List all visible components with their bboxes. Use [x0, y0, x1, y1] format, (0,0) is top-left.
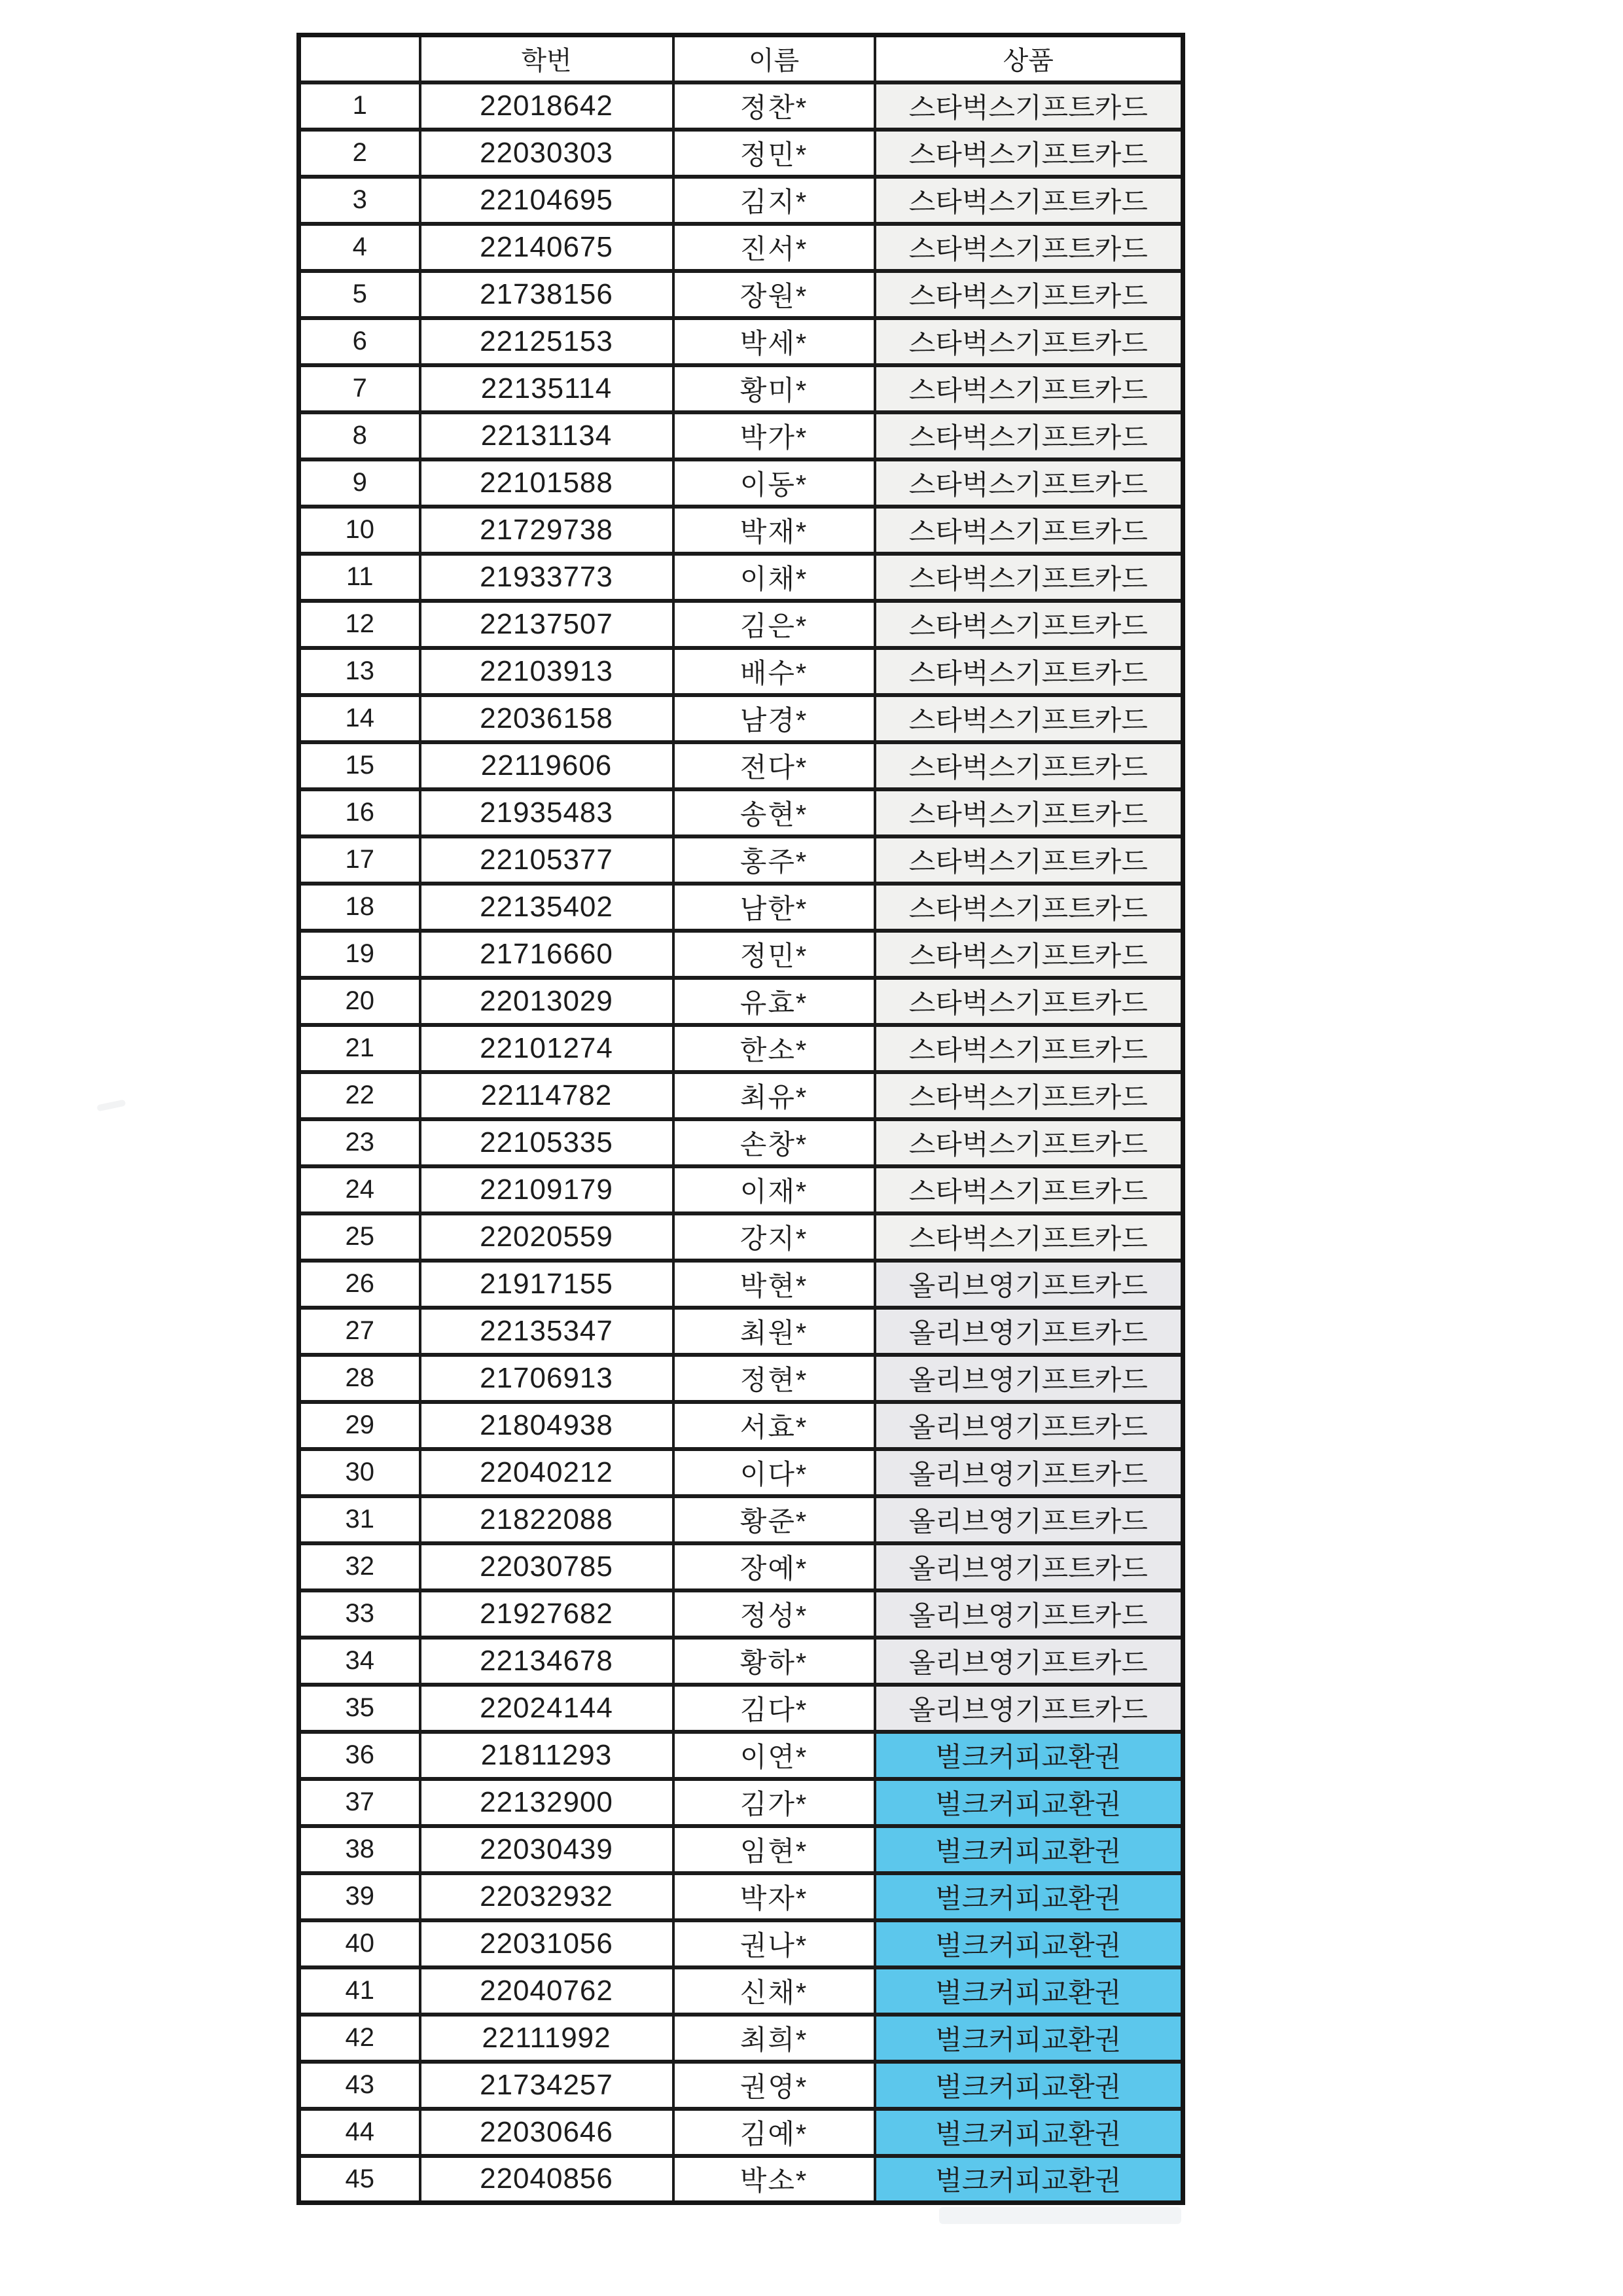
winners-table-body: [299, 82, 1183, 2203]
prize-cell: 스타벅스기프트카드: [875, 554, 1183, 601]
row-number-cell: 45: [299, 2156, 420, 2203]
table-row: [299, 1826, 1183, 1873]
prize-cell: 스타벅스기프트카드: [875, 1119, 1183, 1166]
row-number-cell: 36: [299, 1732, 420, 1779]
row-number-cell: 18: [299, 884, 420, 931]
name-cell: 남경*: [673, 695, 875, 742]
student-id-cell: 22101588: [420, 459, 673, 507]
table-row: [299, 1685, 1183, 1732]
row-number-cell: 38: [299, 1826, 420, 1873]
table-row: [299, 1025, 1183, 1072]
row-number-cell: 29: [299, 1402, 420, 1449]
prize-cell: 스타벅스기프트카드: [875, 365, 1183, 412]
table-row: [299, 1779, 1183, 1826]
student-id-cell: 22020559: [420, 1213, 673, 1261]
name-cell: 서효*: [673, 1402, 875, 1449]
name-cell: 장예*: [673, 1543, 875, 1590]
name-cell: 김은*: [673, 601, 875, 648]
name-cell: 이재*: [673, 1166, 875, 1213]
name-cell: 김가*: [673, 1779, 875, 1826]
name-cell: 송현*: [673, 789, 875, 836]
name-cell: 홍주*: [673, 836, 875, 884]
table-row: [299, 1166, 1183, 1213]
table-row: [299, 1590, 1183, 1638]
table-row: [299, 224, 1183, 271]
row-number-cell: 27: [299, 1308, 420, 1355]
table-row: [299, 884, 1183, 931]
table-row: [299, 1920, 1183, 1967]
row-number-cell: 9: [299, 459, 420, 507]
table-row: [299, 2156, 1183, 2203]
student-id-cell: 22101274: [420, 1025, 673, 1072]
table-row: [299, 2015, 1183, 2062]
table-row: [299, 789, 1183, 836]
prize-cell: 스타벅스기프트카드: [875, 130, 1183, 177]
name-cell: 전다*: [673, 742, 875, 789]
name-cell: 황미*: [673, 365, 875, 412]
student-id-cell: 22105335: [420, 1119, 673, 1166]
prize-cell: 올리브영기프트카드: [875, 1543, 1183, 1590]
row-number-cell: 5: [299, 271, 420, 318]
name-cell: 진서*: [673, 224, 875, 271]
table-row: [299, 648, 1183, 695]
table-row: [299, 1072, 1183, 1119]
prize-cell: 스타벅스기프트카드: [875, 836, 1183, 884]
table-row: [299, 554, 1183, 601]
table-row: [299, 2062, 1183, 2109]
prize-cell: 스타벅스기프트카드: [875, 978, 1183, 1025]
name-cell: 임현*: [673, 1826, 875, 1873]
prize-cell: 올리브영기프트카드: [875, 1308, 1183, 1355]
prize-cell: 스타벅스기프트카드: [875, 742, 1183, 789]
prize-cell: 올리브영기프트카드: [875, 1449, 1183, 1496]
table-row: [299, 82, 1183, 130]
header-prize: 상품: [875, 35, 1183, 82]
row-number-cell: 31: [299, 1496, 420, 1543]
name-cell: 박재*: [673, 507, 875, 554]
prize-cell: 올리브영기프트카드: [875, 1355, 1183, 1402]
name-cell: 이동*: [673, 459, 875, 507]
row-number-cell: 21: [299, 1025, 420, 1072]
student-id-cell: 22111992: [420, 2015, 673, 2062]
table-row: [299, 1496, 1183, 1543]
table-row: [299, 412, 1183, 459]
name-cell: 한소*: [673, 1025, 875, 1072]
prize-cell: 스타벅스기프트카드: [875, 601, 1183, 648]
name-cell: 최유*: [673, 1072, 875, 1119]
row-number-cell: 23: [299, 1119, 420, 1166]
row-number-cell: 12: [299, 601, 420, 648]
student-id-cell: 22030785: [420, 1543, 673, 1590]
name-cell: 손창*: [673, 1119, 875, 1166]
student-id-cell: 22024144: [420, 1685, 673, 1732]
student-id-cell: 22135114: [420, 365, 673, 412]
table-row: [299, 130, 1183, 177]
name-cell: 황준*: [673, 1496, 875, 1543]
name-cell: 남한*: [673, 884, 875, 931]
prize-cell: 스타벅스기프트카드: [875, 224, 1183, 271]
row-number-cell: 42: [299, 2015, 420, 2062]
student-id-cell: 21706913: [420, 1355, 673, 1402]
prize-cell: 벌크커피교환권: [875, 1826, 1183, 1873]
row-number-cell: 39: [299, 1873, 420, 1920]
header-student-id: 학번: [420, 35, 673, 82]
student-id-cell: 22125153: [420, 318, 673, 365]
prize-cell: 벌크커피교환권: [875, 2062, 1183, 2109]
prize-cell: 스타벅스기프트카드: [875, 695, 1183, 742]
prize-cell: 올리브영기프트카드: [875, 1638, 1183, 1685]
row-number-cell: 25: [299, 1213, 420, 1261]
row-number-cell: 30: [299, 1449, 420, 1496]
prize-cell: 벌크커피교환권: [875, 2015, 1183, 2062]
prize-cell: 스타벅스기프트카드: [875, 648, 1183, 695]
row-number-cell: 32: [299, 1543, 420, 1590]
scan-smudge: [939, 2207, 1181, 2224]
name-cell: 황하*: [673, 1638, 875, 1685]
table-row: [299, 1355, 1183, 1402]
prize-cell: 스타벅스기프트카드: [875, 318, 1183, 365]
student-id-cell: 22105377: [420, 836, 673, 884]
name-cell: 박현*: [673, 1261, 875, 1308]
prize-cell: 스타벅스기프트카드: [875, 789, 1183, 836]
row-number-cell: 16: [299, 789, 420, 836]
student-id-cell: 22114782: [420, 1072, 673, 1119]
student-id-cell: 22135347: [420, 1308, 673, 1355]
row-number-cell: 10: [299, 507, 420, 554]
prize-cell: 스타벅스기프트카드: [875, 271, 1183, 318]
prize-cell: 스타벅스기프트카드: [875, 82, 1183, 130]
student-id-cell: 22109179: [420, 1166, 673, 1213]
row-number-cell: 40: [299, 1920, 420, 1967]
table-row: [299, 695, 1183, 742]
table-row: [299, 1261, 1183, 1308]
student-id-cell: 22040762: [420, 1967, 673, 2015]
name-cell: 최희*: [673, 2015, 875, 2062]
name-cell: 신채*: [673, 1967, 875, 2015]
name-cell: 박자*: [673, 1873, 875, 1920]
name-cell: 권나*: [673, 1920, 875, 1967]
student-id-cell: 22013029: [420, 978, 673, 1025]
student-id-cell: 21729738: [420, 507, 673, 554]
student-id-cell: 22032932: [420, 1873, 673, 1920]
name-cell: 장원*: [673, 271, 875, 318]
prize-cell: 스타벅스기프트카드: [875, 884, 1183, 931]
prize-cell: 스타벅스기프트카드: [875, 1072, 1183, 1119]
name-cell: 권영*: [673, 2062, 875, 2109]
prize-cell: 스타벅스기프트카드: [875, 507, 1183, 554]
student-id-cell: 21917155: [420, 1261, 673, 1308]
table-row: [299, 365, 1183, 412]
name-cell: 박가*: [673, 412, 875, 459]
row-number-cell: 37: [299, 1779, 420, 1826]
name-cell: 김지*: [673, 177, 875, 224]
row-number-cell: 4: [299, 224, 420, 271]
name-cell: 최원*: [673, 1308, 875, 1355]
student-id-cell: 21933773: [420, 554, 673, 601]
table-row: [299, 1308, 1183, 1355]
name-cell: 이연*: [673, 1732, 875, 1779]
prize-cell: 벌크커피교환권: [875, 1920, 1183, 1967]
student-id-cell: 22132900: [420, 1779, 673, 1826]
prize-cell: 벌크커피교환권: [875, 2156, 1183, 2203]
row-number-cell: 7: [299, 365, 420, 412]
table-row: [299, 507, 1183, 554]
name-cell: 이다*: [673, 1449, 875, 1496]
student-id-cell: 21734257: [420, 2062, 673, 2109]
table-row: [299, 1119, 1183, 1166]
row-number-cell: 13: [299, 648, 420, 695]
name-cell: 박세*: [673, 318, 875, 365]
table-row: [299, 742, 1183, 789]
student-id-cell: 21804938: [420, 1402, 673, 1449]
row-number-cell: 20: [299, 978, 420, 1025]
row-number-cell: 8: [299, 412, 420, 459]
student-id-cell: 22131134: [420, 412, 673, 459]
name-cell: 유효*: [673, 978, 875, 1025]
header-empty-cell: [299, 35, 420, 82]
student-id-cell: 21935483: [420, 789, 673, 836]
student-id-cell: 21716660: [420, 931, 673, 978]
table-row: [299, 2109, 1183, 2156]
table-row: [299, 1449, 1183, 1496]
student-id-cell: 21927682: [420, 1590, 673, 1638]
student-id-cell: 22018642: [420, 82, 673, 130]
table-row: [299, 601, 1183, 648]
table-row: [299, 459, 1183, 507]
name-cell: 정성*: [673, 1590, 875, 1638]
row-number-cell: 1: [299, 82, 420, 130]
student-id-cell: 22104695: [420, 177, 673, 224]
row-number-cell: 28: [299, 1355, 420, 1402]
prize-cell: 올리브영기프트카드: [875, 1590, 1183, 1638]
table-row: [299, 318, 1183, 365]
student-id-cell: 22036158: [420, 695, 673, 742]
row-number-cell: 22: [299, 1072, 420, 1119]
name-cell: 정현*: [673, 1355, 875, 1402]
table-row: [299, 931, 1183, 978]
student-id-cell: 21811293: [420, 1732, 673, 1779]
prize-cell: 스타벅스기프트카드: [875, 1025, 1183, 1072]
name-cell: 박소*: [673, 2156, 875, 2203]
row-number-cell: 6: [299, 318, 420, 365]
name-cell: 김예*: [673, 2109, 875, 2156]
row-number-cell: 11: [299, 554, 420, 601]
table-row: [299, 1638, 1183, 1685]
name-cell: 정민*: [673, 130, 875, 177]
student-id-cell: 22030646: [420, 2109, 673, 2156]
table-header-row: [299, 35, 1183, 82]
row-number-cell: 15: [299, 742, 420, 789]
student-id-cell: 22030303: [420, 130, 673, 177]
student-id-cell: 22119606: [420, 742, 673, 789]
student-id-cell: 22140675: [420, 224, 673, 271]
prize-cell: 올리브영기프트카드: [875, 1261, 1183, 1308]
name-cell: 이채*: [673, 554, 875, 601]
student-id-cell: 22103913: [420, 648, 673, 695]
row-number-cell: 2: [299, 130, 420, 177]
student-id-cell: 22040212: [420, 1449, 673, 1496]
scan-smudge: [96, 1100, 126, 1112]
row-number-cell: 34: [299, 1638, 420, 1685]
table-row: [299, 1873, 1183, 1920]
prize-cell: 올리브영기프트카드: [875, 1685, 1183, 1732]
row-number-cell: 3: [299, 177, 420, 224]
prize-cell: 올리브영기프트카드: [875, 1496, 1183, 1543]
row-number-cell: 35: [299, 1685, 420, 1732]
row-number-cell: 24: [299, 1166, 420, 1213]
student-id-cell: 22134678: [420, 1638, 673, 1685]
table-row: [299, 271, 1183, 318]
prize-cell: 스타벅스기프트카드: [875, 459, 1183, 507]
table-row: [299, 978, 1183, 1025]
name-cell: 강지*: [673, 1213, 875, 1261]
name-cell: 정찬*: [673, 82, 875, 130]
prize-cell: 올리브영기프트카드: [875, 1402, 1183, 1449]
name-cell: 정민*: [673, 931, 875, 978]
prize-cell: 스타벅스기프트카드: [875, 1166, 1183, 1213]
student-id-cell: 21822088: [420, 1496, 673, 1543]
table-row: [299, 836, 1183, 884]
table-row: [299, 1213, 1183, 1261]
row-number-cell: 17: [299, 836, 420, 884]
prize-cell: 벌크커피교환권: [875, 1967, 1183, 2015]
row-number-cell: 19: [299, 931, 420, 978]
name-cell: 김다*: [673, 1685, 875, 1732]
table-row: [299, 177, 1183, 224]
prize-cell: 스타벅스기프트카드: [875, 1213, 1183, 1261]
student-id-cell: 22030439: [420, 1826, 673, 1873]
prize-cell: 벌크커피교환권: [875, 1873, 1183, 1920]
student-id-cell: 22135402: [420, 884, 673, 931]
prize-cell: 스타벅스기프트카드: [875, 177, 1183, 224]
header-name: 이름: [673, 35, 875, 82]
row-number-cell: 14: [299, 695, 420, 742]
student-id-cell: 21738156: [420, 271, 673, 318]
prize-cell: 벌크커피교환권: [875, 2109, 1183, 2156]
prize-cell: 스타벅스기프트카드: [875, 931, 1183, 978]
prize-cell: 벌크커피교환권: [875, 1732, 1183, 1779]
table-row: [299, 1967, 1183, 2015]
name-cell: 배수*: [673, 648, 875, 695]
row-number-cell: 41: [299, 1967, 420, 2015]
table-row: [299, 1543, 1183, 1590]
prize-cell: 스타벅스기프트카드: [875, 412, 1183, 459]
table-row: [299, 1732, 1183, 1779]
row-number-cell: 43: [299, 2062, 420, 2109]
student-id-cell: 22031056: [420, 1920, 673, 1967]
row-number-cell: 33: [299, 1590, 420, 1638]
table-row: [299, 1402, 1183, 1449]
student-id-cell: 22040856: [420, 2156, 673, 2203]
row-number-cell: 44: [299, 2109, 420, 2156]
prize-cell: 벌크커피교환권: [875, 1779, 1183, 1826]
winners-table: [296, 33, 1185, 2205]
student-id-cell: 22137507: [420, 601, 673, 648]
row-number-cell: 26: [299, 1261, 420, 1308]
